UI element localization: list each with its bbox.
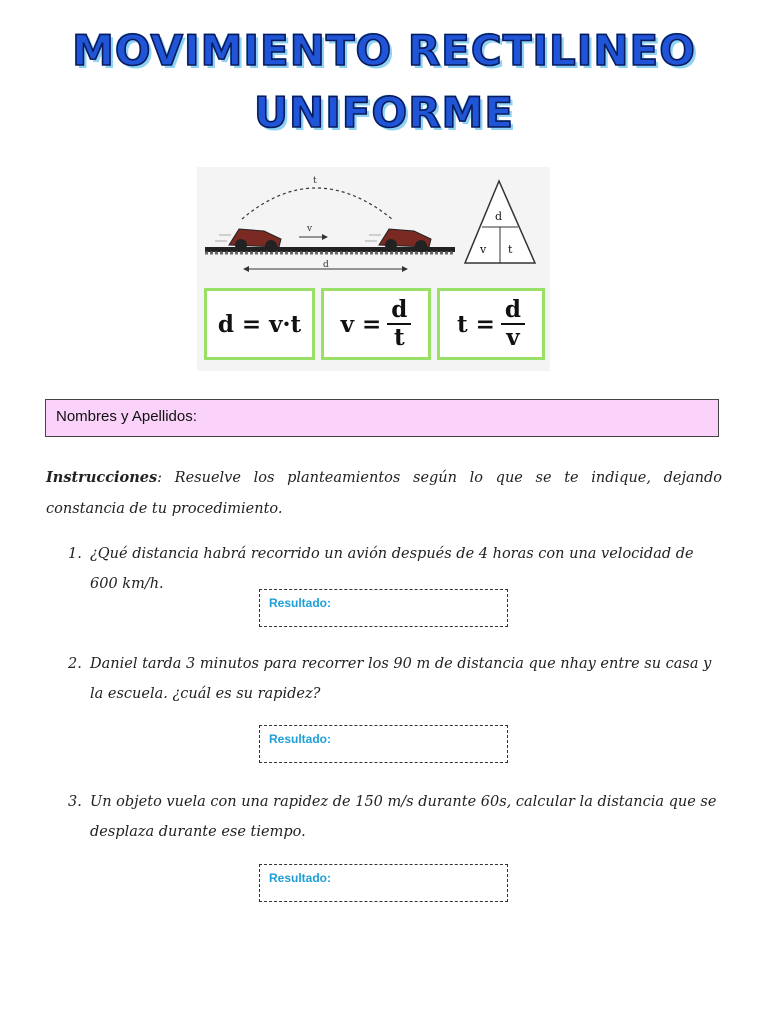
formula-velocity: v = $\frac{d}{t}$ [321,288,431,360]
question-number: 2. [68,656,82,672]
result-label: Resultado: [269,732,332,746]
triangle-top-label: d [495,210,503,223]
worksheet-title-line1: MOVIMIENTO RECTILINEO [72,26,696,75]
result-box-3[interactable] [259,864,508,902]
formula-time: t = $\frac{d}{v}$ [437,288,545,360]
question-number: 3. [68,794,82,810]
result-box-2[interactable] [259,725,508,763]
question-number: 1. [68,546,82,562]
formula-triangle [465,181,535,263]
instructions-label: Instrucciones [46,469,158,486]
instructions [46,462,722,525]
triangle-right-label: t [508,243,513,256]
names-colon: : [192,408,197,425]
question-text: Daniel tarda 3 minutos para recorrer los 90 m de distancia que nhay entre su casa y la escuela. ¿cuál es su rapidez? [90,656,712,702]
cars-track-illustration [197,167,550,287]
distance-label: d [323,260,329,270]
result-label: Resultado: [269,596,332,610]
time-label: t [313,176,317,186]
names-label: Nombres y Apellidos [56,408,193,425]
question-2 [68,649,722,709]
mru-diagram [197,167,550,371]
question-3 [68,787,722,847]
instructions-text: : Resuelve los planteamientos según lo que se te indique, dejando constancia de tu procedimiento. [46,470,722,517]
triangle-left-label: v [480,243,487,256]
formula-distance: d = v·t [204,288,315,360]
worksheet-title-line2: UNIFORME [253,88,515,137]
velocity-label: v [307,224,313,234]
question-text: Un objeto vuela con una rapidez de 150 m/s durante 60s, calcular la distancia que se desplaza durante ese tiempo. [90,794,717,840]
result-box-1[interactable] [259,589,508,627]
question-text: ¿Qué distancia habrá recorrido un avión después de 4 horas con una velocidad de 600 km/h. [90,546,694,592]
names-field[interactable] [45,399,719,437]
result-label: Resultado: [269,871,332,885]
